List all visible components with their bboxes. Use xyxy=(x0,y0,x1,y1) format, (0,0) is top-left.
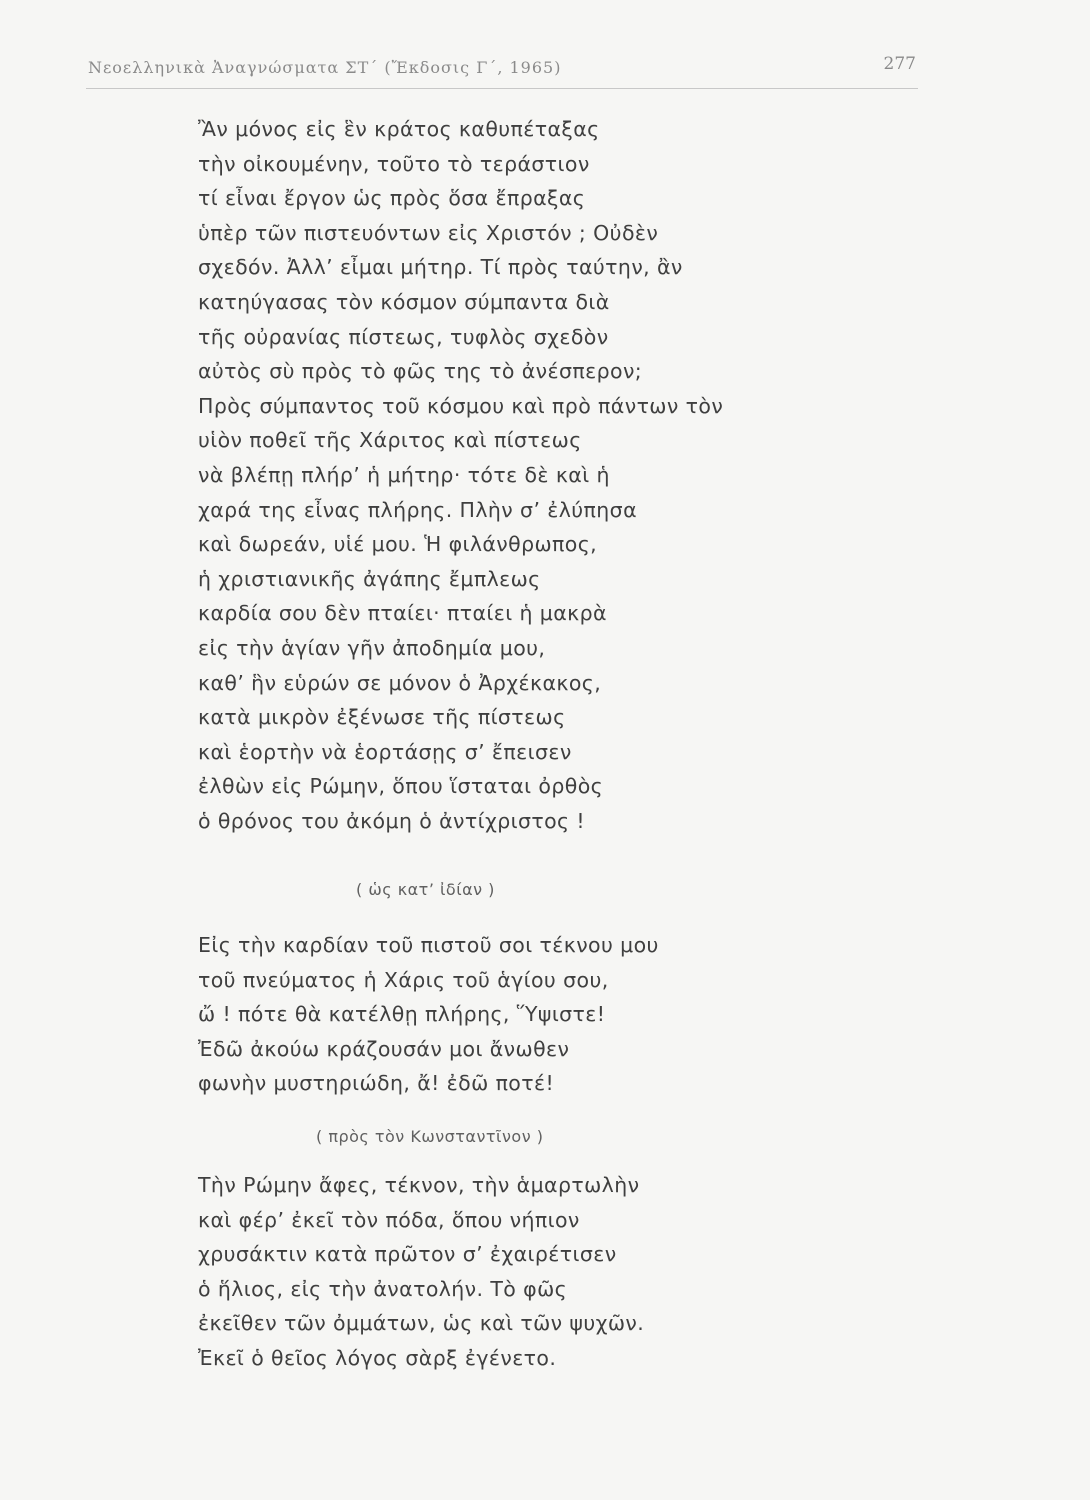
verse-line: Ἂν μόνος εἰς ἓν κράτος καθυπέταξας xyxy=(198,117,600,141)
stanza-1 xyxy=(198,112,723,838)
stage-direction: ( ὡς κατ’ ἰδίαν ) xyxy=(356,880,495,899)
verse-line: καὶ φέρ’ ἐκεῖ τὸν πόδα, ὅπου νήπιον xyxy=(198,1207,580,1232)
verse-line: τὴν οἰκουμένην, τοῦτο τὸ τεράστιον xyxy=(198,151,590,176)
verse-line: εἰς τὴν ἁγίαν γῆν ἀποδημία μου, xyxy=(198,635,546,660)
verse-line: φωνὴν μυστηριώδη, ἄ! ἐδῶ ποτέ! xyxy=(198,1071,555,1096)
verse-line: χρυσάκτιν κατὰ πρῶτον σ’ ἐχαιρέτισεν xyxy=(198,1242,617,1267)
verse-line: ἐκεῖθεν τῶν ὀμμάτων, ὡς καὶ τῶν ψυχῶν. xyxy=(198,1311,645,1336)
verse-line: ὑπὲρ τῶν πιστευόντων εἰς Χριστόν ; Οὐδὲν xyxy=(198,220,659,245)
verse-line: Ἐκεῖ ὁ θεῖος λόγος σὰρξ ἐγένετο. xyxy=(198,1345,557,1370)
verse-line: ὁ θρόνος του ἀκόμη ὁ ἀντίχριστος ! xyxy=(198,808,585,833)
verse-line: καρδία σου δὲν πταίει· πταίει ἡ μακρὰ xyxy=(198,601,607,626)
verse-line: σχεδόν. Ἀλλ’ εἶμαι μήτηρ. Τί πρὸς ταύτην, ἂν xyxy=(198,255,683,280)
verse-line: Πρὸς σύμπαντος τοῦ κόσμου καὶ πρὸ πάντων τὸν xyxy=(198,393,724,418)
verse-line: αὐτὸς σὺ πρὸς τὸ φῶς της τὸ ἀνέσπερον; xyxy=(198,359,643,384)
stanza-2 xyxy=(198,928,659,1101)
verse-line: καὶ δωρεάν, υἱέ μου. Ἡ φιλάνθρωπος, xyxy=(198,532,598,557)
verse-line: καθ’ ἣν εὑρών σε μόνον ὁ Ἀρχέκακος, xyxy=(198,670,602,695)
verse-line: ὤ ! πότε θὰ κατέλθῃ πλήρης, Ὕψιστε! xyxy=(198,1002,606,1027)
verse-line: κατηύγασας τὸν κόσμον σύμπαντα διὰ xyxy=(198,289,610,314)
verse-line: κατὰ μικρὸν ἐξένωσε τῆς πίστεως xyxy=(198,705,566,730)
verse-line: ἐλθὼν εἰς Ρώμην, ὅπου ἵσταται ὀρθὸς xyxy=(198,774,604,799)
verse-line: τί εἶναι ἔργον ὡς πρὸς ὅσα ἔπραξας xyxy=(198,186,586,211)
verse-line: χαρά της εἶνας πλήρης. Πλὴν σ’ ἐλύπησα xyxy=(198,497,637,522)
verse-line: Ἐδῶ ἀκούω κράζουσάν μοι ἄνωθεν xyxy=(198,1036,570,1061)
running-header xyxy=(86,48,918,89)
stanza-3 xyxy=(198,1168,644,1376)
running-title: Νεοελληνικὰ Ἀναγνώσματα ΣΤ΄ (Ἔκδοσις Γ΄, 1965) xyxy=(88,58,562,77)
verse-line: Τὴν Ρώμην ἄφες, τέκνον, τὴν ἁμαρτωλὴν xyxy=(198,1173,640,1197)
verse-line: καὶ ἑορτὴν νὰ ἑορτάσῃς σ’ ἔπεισεν xyxy=(198,739,572,764)
verse-line: νὰ βλέπῃ πλήρ’ ἡ μήτηρ· τότε δὲ καὶ ἡ xyxy=(198,462,610,487)
verse-line: υἱὸν ποθεῖ τῆς Χάριτος καὶ πίστεως xyxy=(198,428,582,453)
verse-line: ἡ χριστιανικῆς ἀγάπης ἔμπλεως xyxy=(198,566,541,591)
stage-direction: ( πρὸς τὸν Κωνσταντῖνον ) xyxy=(316,1127,544,1146)
page-number: 277 xyxy=(883,54,916,74)
verse-line: τῆς οὐρανίας πίστεως, τυφλὸς σχεδὸν xyxy=(198,324,609,349)
verse-line: Εἰς τὴν καρδίαν τοῦ πιστοῦ σοι τέκνου μου xyxy=(198,933,659,957)
verse-line: ὁ ἥλιος, εἰς τὴν ἀνατολήν. Τὸ φῶς xyxy=(198,1276,568,1301)
verse-line: τοῦ πνεύματος ἡ Χάρις τοῦ ἁγίου σου, xyxy=(198,967,609,992)
